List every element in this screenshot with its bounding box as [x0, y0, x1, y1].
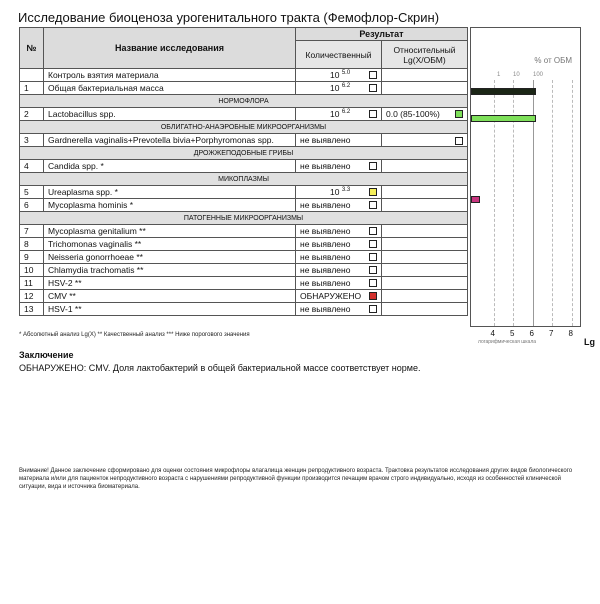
section-label: ПАТОГЕННЫЕ МИКРООРГАНИЗМЫ [20, 212, 468, 225]
table-row [20, 225, 468, 238]
status-box [369, 253, 377, 261]
row-quantity [296, 303, 382, 316]
row-name: Контроль взятия материала [44, 69, 296, 82]
row-quantity [296, 160, 382, 173]
warning-text: Внимание! Данное заключение сформировано для оценки состояния микрофлоры влагалища женщин репродуктивного возраста. Трактовка результатов исследования других видов биологического материала и/или для пациенток непродуктивного возраста с нарушениями репродуктивной функции производится печащим врачом строго индивидуально, исходя из особенностей клинической ситуации, вида и источника биоматериала. [19, 468, 573, 490]
top-tick: 1 [497, 72, 501, 78]
row-name: HSV-2 ** [44, 277, 296, 290]
row-num: 13 [20, 303, 44, 316]
row-relative [382, 251, 468, 264]
quantity-exponent: 5.0 [341, 70, 351, 76]
col-name: Название исследования [44, 28, 296, 69]
row-name: Общая бактериальная масса [44, 82, 296, 95]
chart-header: % от ОБМ [534, 56, 572, 65]
chart-axis [470, 327, 581, 347]
status-box [369, 162, 377, 170]
relative-text: 0.0 (85-100%) [386, 109, 440, 119]
quantity-text: не выявлено [300, 226, 351, 236]
chart-bar [471, 196, 480, 203]
quantity-exponent: 6.2 [341, 83, 351, 89]
row-num: 12 [20, 290, 44, 303]
quantity-base: 10 [330, 83, 340, 93]
row-num: 4 [20, 160, 44, 173]
section-row [20, 121, 468, 134]
status-box [369, 227, 377, 235]
table-row [20, 82, 468, 95]
chart-bar [471, 115, 536, 122]
top-tick: 10 [513, 72, 520, 78]
table-row [20, 290, 468, 303]
quantity-base: 10 [330, 187, 340, 197]
row-name: Mycoplasma hominis * [44, 199, 296, 212]
row-quantity [296, 82, 382, 95]
section-row [20, 95, 468, 108]
quantity-base: 10 [330, 70, 340, 80]
row-relative [382, 82, 468, 95]
status-box [369, 266, 377, 274]
axis-tick: 6 [529, 329, 534, 338]
section-label: НОРМОФЛОРА [20, 95, 468, 108]
row-name: Gardnerella vaginalis+Prevotella bivia+Porphyromonas spp. [44, 134, 296, 147]
axis-caption: логарифмическая шкала [478, 339, 537, 345]
row-relative [382, 225, 468, 238]
row-relative [382, 290, 468, 303]
row-relative [382, 303, 468, 316]
row-num: 5 [20, 186, 44, 199]
quantity-exponent: 3.3 [341, 187, 351, 193]
row-num: 10 [20, 264, 44, 277]
quantity-text: ОБНАРУЖЕНО [300, 291, 362, 301]
quantity-text: не выявлено [300, 304, 351, 314]
row-relative [382, 108, 468, 121]
chart-bar [471, 88, 536, 95]
row-name: CMV ** [44, 290, 296, 303]
section-label: ДРОЖЖЕПОДОБНЫЕ ГРИБЫ [20, 147, 468, 160]
row-relative [382, 277, 468, 290]
row-relative [382, 199, 468, 212]
row-quantity [296, 186, 382, 199]
table-row [20, 69, 468, 82]
col-relative: Относительный Lg(X/ОБМ) [382, 41, 468, 69]
table-row [20, 186, 468, 199]
row-quantity [296, 134, 382, 147]
row-name: Lactobacillus spp. [44, 108, 296, 121]
row-quantity [296, 108, 382, 121]
axis-tick: 8 [568, 329, 573, 338]
quantity-text: не выявлено [300, 161, 351, 171]
section-label: МИКОПЛАЗМЫ [20, 173, 468, 186]
quantity-text: не выявлено [300, 135, 351, 145]
table-row [20, 238, 468, 251]
gridline [552, 80, 553, 326]
table-row [20, 199, 468, 212]
axis-tick: 7 [549, 329, 554, 338]
quantity-text: не выявлено [300, 265, 351, 275]
row-name: Mycoplasma genitalium ** [44, 225, 296, 238]
quantity-text: не выявлено [300, 278, 351, 288]
row-name: Chlamydia trachomatis ** [44, 264, 296, 277]
table-row [20, 108, 468, 121]
conclusion-text: ОБНАРУЖЕНО: CMV. Доля лактобактерий в общей бактериальной массе соответствует норме. [19, 363, 421, 373]
row-relative [382, 186, 468, 199]
row-relative [382, 238, 468, 251]
axis-tick: 4 [490, 329, 495, 338]
quantity-text: не выявлено [300, 200, 351, 210]
row-quantity [296, 264, 382, 277]
status-box [455, 110, 463, 118]
table-row [20, 134, 468, 147]
row-num: 9 [20, 251, 44, 264]
col-result: Результат [296, 28, 468, 41]
row-num: 11 [20, 277, 44, 290]
status-box [369, 84, 377, 92]
row-quantity [296, 69, 382, 82]
table-row [20, 251, 468, 264]
row-num: 2 [20, 108, 44, 121]
row-name: HSV-1 ** [44, 303, 296, 316]
status-box [369, 71, 377, 79]
footnote: * Абсолютный анализ Lg(X) ** Качественный анализ *** Ниже порогового значения [19, 332, 250, 338]
row-num: 6 [20, 199, 44, 212]
section-row [20, 173, 468, 186]
row-num [20, 69, 44, 82]
row-name: Ureaplasma spp. * [44, 186, 296, 199]
row-quantity [296, 225, 382, 238]
row-num: 7 [20, 225, 44, 238]
row-relative [382, 134, 468, 147]
row-relative [382, 160, 468, 173]
row-name: Neisseria gonorrhoeae ** [44, 251, 296, 264]
log-chart [470, 27, 581, 327]
status-box [369, 240, 377, 248]
status-box [369, 292, 377, 300]
top-tick: 100 [533, 72, 544, 78]
status-box [369, 305, 377, 313]
table-row [20, 160, 468, 173]
axis-unit: Lg [584, 337, 595, 347]
col-num: № [20, 28, 44, 69]
status-box [455, 137, 463, 145]
quantity-base: 10 [330, 109, 340, 119]
row-relative [382, 69, 468, 82]
status-box [369, 188, 377, 196]
row-relative [382, 264, 468, 277]
row-name: Trichomonas vaginalis ** [44, 238, 296, 251]
section-row [20, 147, 468, 160]
quantity-text: не выявлено [300, 239, 351, 249]
quantity-text: не выявлено [300, 252, 351, 262]
table-row [20, 303, 468, 316]
col-quantitative: Количественный [296, 41, 382, 69]
quantity-exponent: 6.2 [341, 109, 351, 115]
table-row [20, 277, 468, 290]
row-quantity [296, 238, 382, 251]
section-label: ОБЛИГАТНО-АНАЭРОБНЫЕ МИКРООРГАНИЗМЫ [20, 121, 468, 134]
status-box [369, 279, 377, 287]
section-row [20, 212, 468, 225]
row-num: 8 [20, 238, 44, 251]
row-quantity [296, 290, 382, 303]
table-row [20, 264, 468, 277]
gridline [572, 80, 573, 326]
row-num: 1 [20, 82, 44, 95]
conclusion-heading: Заключение [19, 350, 74, 360]
axis-tick: 5 [510, 329, 515, 338]
row-quantity [296, 277, 382, 290]
row-name: Candida spp. * [44, 160, 296, 173]
row-num: 3 [20, 134, 44, 147]
page-title: Исследование биоценоза урогенитального тракта (Фемофлор-Скрин) [18, 10, 440, 25]
status-box [369, 201, 377, 209]
row-quantity [296, 251, 382, 264]
results-table [19, 27, 468, 316]
status-box [369, 110, 377, 118]
row-quantity [296, 199, 382, 212]
